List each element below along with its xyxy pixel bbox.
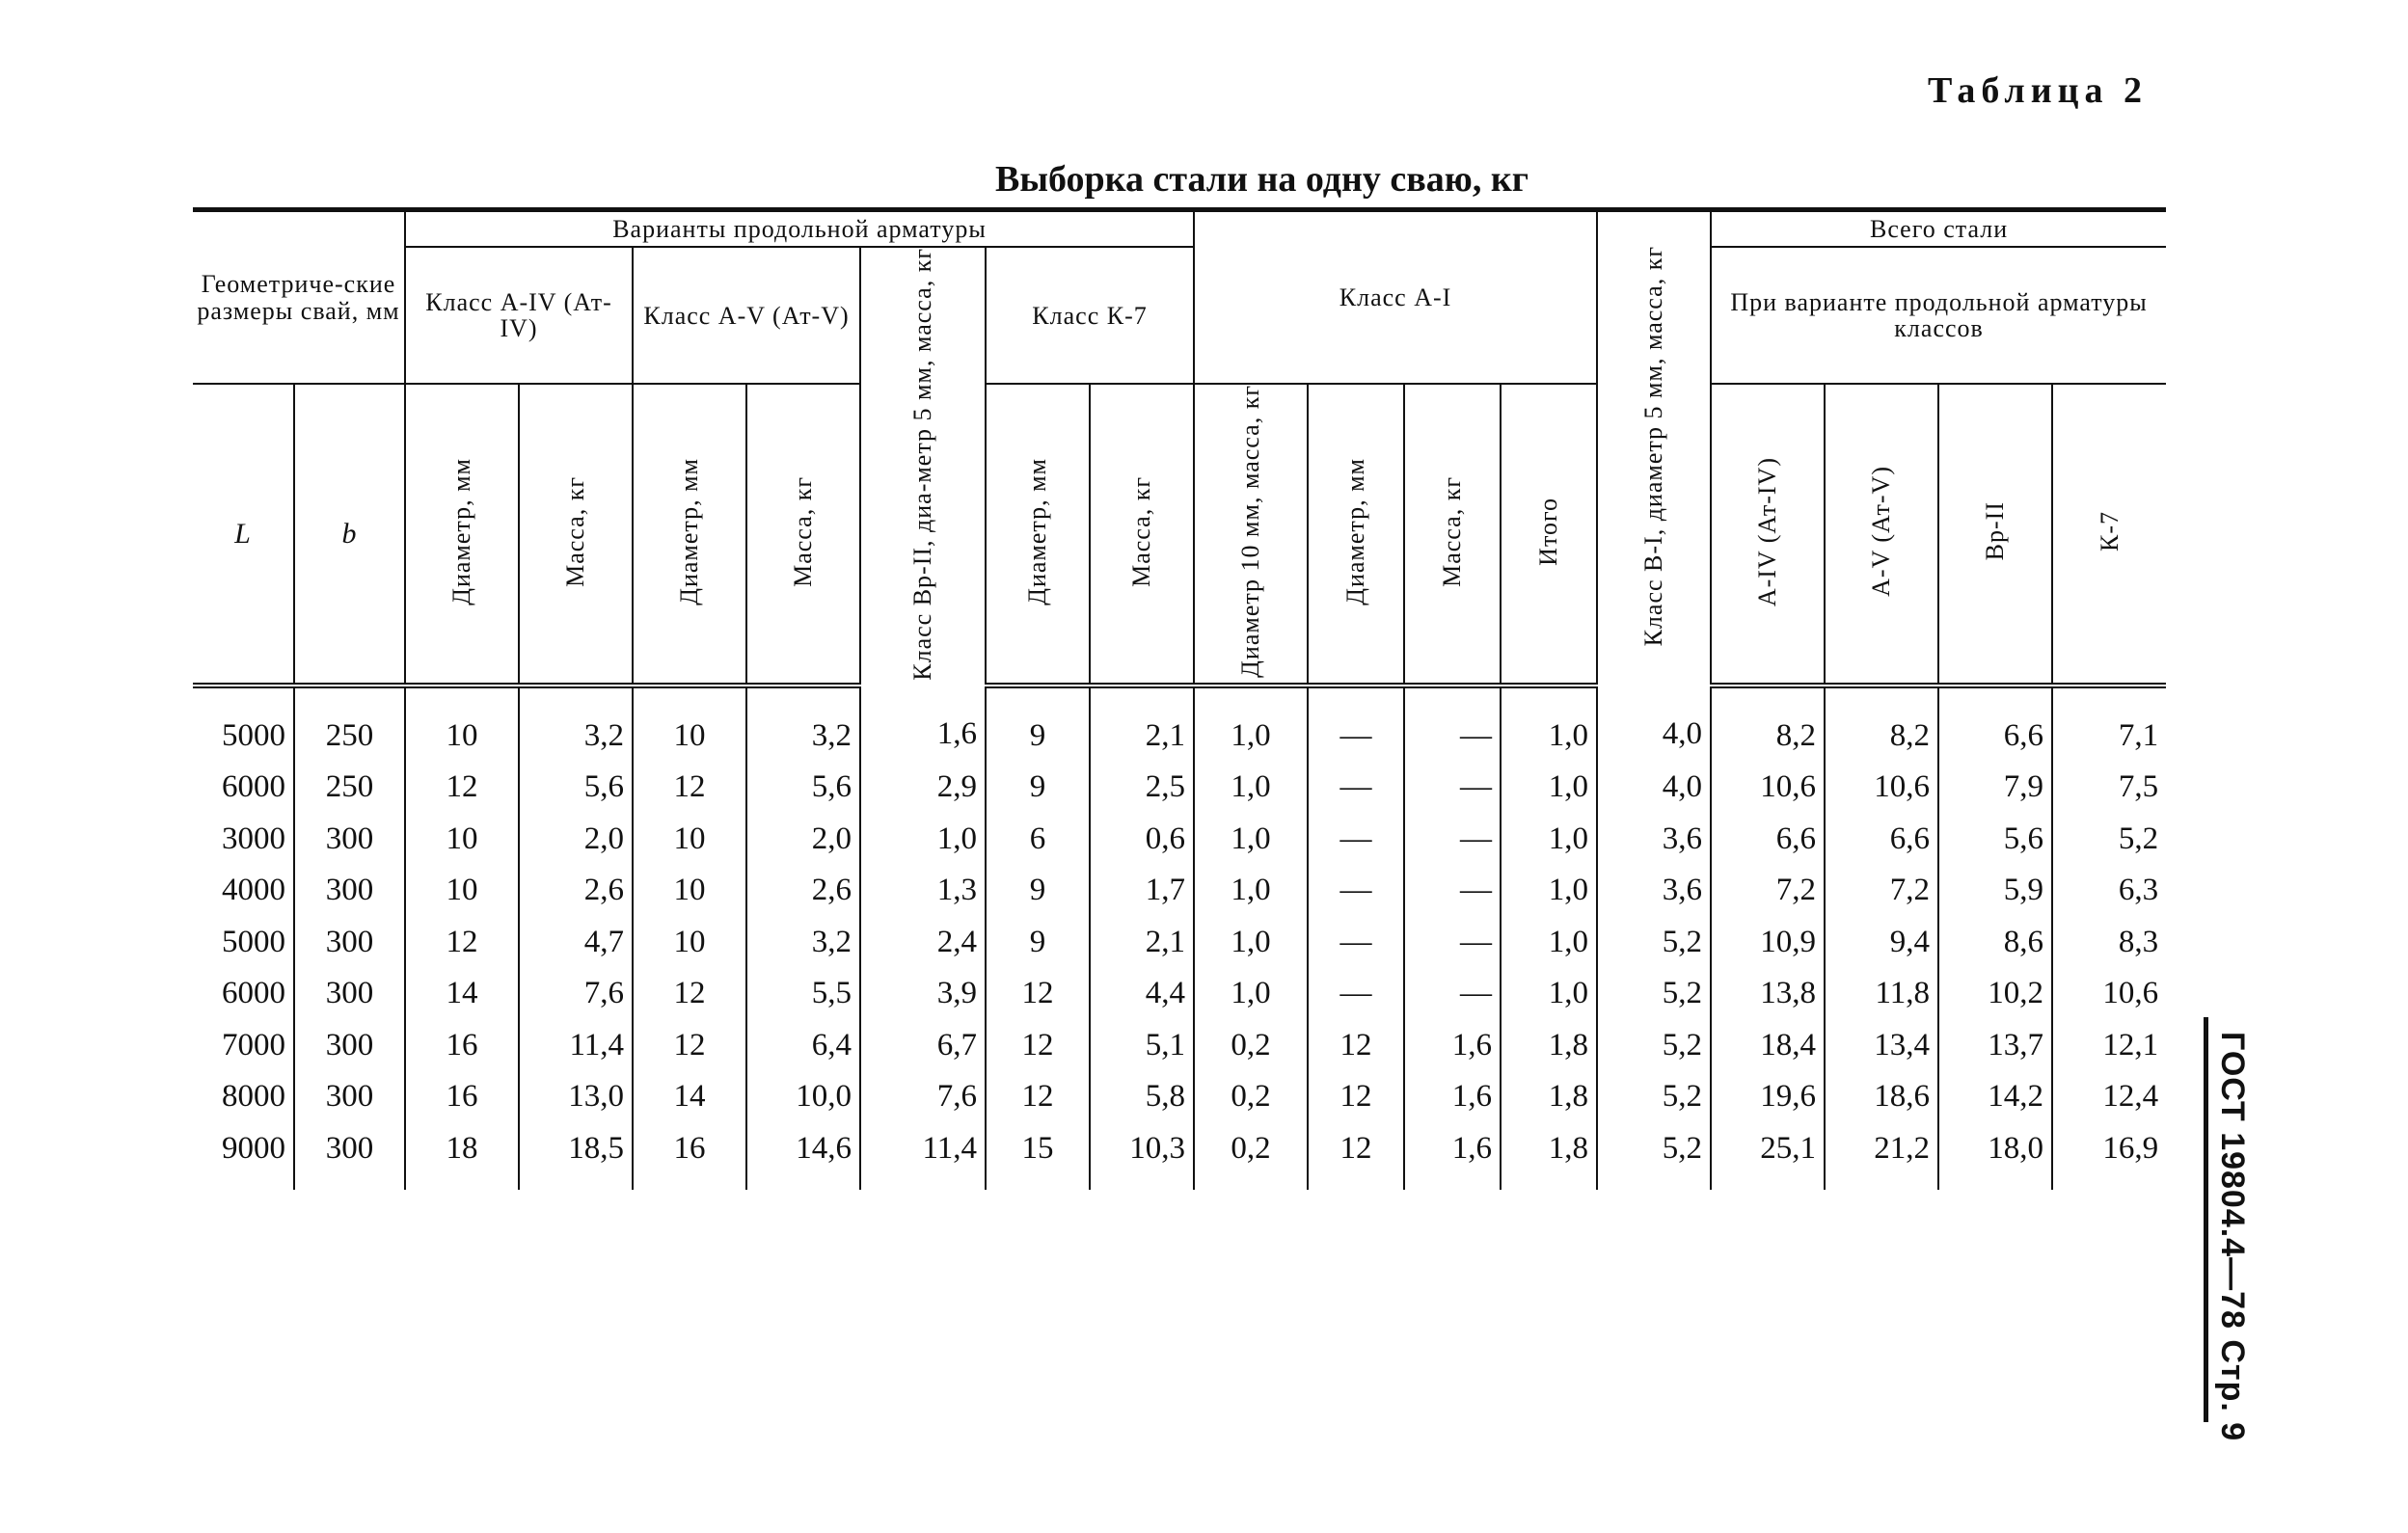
cell-a1-d10-mass: 0,2 — [1194, 1019, 1308, 1071]
cell-a5-mass: 2,6 — [746, 865, 860, 917]
cell-L: 5000 — [222, 717, 285, 753]
cell-a4-mass: 7,6 — [519, 968, 633, 1020]
cell-total-a5: 10,6 — [1825, 762, 1938, 814]
cell-a5-mass: 3,2 — [746, 916, 860, 968]
cell-a1-diameter: — — [1308, 686, 1404, 762]
cell-total-bp2: 13,7 — [1938, 1019, 2052, 1071]
cell-a1-total: 1,0 — [1501, 686, 1597, 762]
cell-a5-mass: 5,6 — [746, 762, 860, 814]
cell-total-bp2: 7,9 — [1938, 762, 2052, 814]
cell-L: 5000 — [222, 924, 285, 959]
cell-k7-diameter: 6 — [986, 813, 1090, 865]
cell-a4-mass: 4,7 — [519, 916, 633, 968]
cell-b1-mass: 5,2 — [1597, 916, 1711, 968]
cell-bp2-mass: 1,6 — [860, 686, 986, 762]
cell-L: 4000 — [222, 873, 285, 908]
cell-total-a4: 6,6 — [1711, 813, 1825, 865]
cell-a1-diameter: — — [1308, 813, 1404, 865]
cell-a5-mass: 5,5 — [746, 968, 860, 1020]
variants-header: Варианты продольной арматуры — [405, 210, 1194, 248]
cell-bp2-mass: 3,9 — [860, 968, 986, 1020]
cell-a4-mass: 11,4 — [519, 1019, 633, 1071]
cell-total-a5: 18,6 — [1825, 1071, 1938, 1123]
cell-a1-d10-mass: 1,0 — [1194, 762, 1308, 814]
cell-a4-diameter: 16 — [405, 1071, 519, 1123]
cell-total-bp2: 8,6 — [1938, 916, 2052, 968]
cell-a1-total: 1,0 — [1501, 865, 1597, 917]
cell-b1-mass: 5,2 — [1597, 1122, 1711, 1190]
cell-k7-diameter: 9 — [986, 762, 1090, 814]
col-total-a5: А-V (Ат-V) — [1825, 384, 1938, 686]
cell-total-a5: 21,2 — [1825, 1122, 1938, 1190]
cell-a5-diameter: 10 — [633, 916, 746, 968]
cell-a1-total: 1,0 — [1501, 916, 1597, 968]
cell-b1-mass: 5,2 — [1597, 968, 1711, 1020]
cell-a5-diameter: 10 — [633, 865, 746, 917]
cell-b: 300 — [294, 968, 405, 1020]
cell-k7-mass: 10,3 — [1090, 1122, 1194, 1190]
cell-b: 250 — [294, 762, 405, 814]
cell-a4-mass: 3,2 — [519, 686, 633, 762]
cell-a1-d10-mass: 0,2 — [1194, 1122, 1308, 1190]
cell-a5-diameter: 10 — [633, 813, 746, 865]
col-a1-diameter: Диаметр, мм — [1308, 384, 1404, 686]
cell-a4-diameter: 16 — [405, 1019, 519, 1071]
cell-k7-diameter: 12 — [986, 1071, 1090, 1123]
cell-total-k7: 7,1 — [2052, 686, 2166, 762]
class-b1-header: Класс В-I, диаметр 5 мм, масса, кг — [1597, 210, 1711, 686]
col-b: b — [294, 384, 405, 686]
cell-b: 300 — [294, 1071, 405, 1123]
cell-total-bp2: 5,6 — [1938, 813, 2052, 865]
cell-b1-mass: 3,6 — [1597, 865, 1711, 917]
col-a5-mass: Масса, кг — [746, 384, 860, 686]
cell-a5-diameter: 12 — [633, 968, 746, 1020]
steel-table — [193, 207, 2166, 1190]
cell-a1-mass: 1,6 — [1404, 1019, 1501, 1071]
cell-bp2-mass: 6,7 — [860, 1019, 986, 1071]
cell-total-bp2: 6,6 — [1938, 686, 2052, 762]
cell-total-a4: 25,1 — [1711, 1122, 1825, 1190]
cell-total-a4: 10,9 — [1711, 916, 1825, 968]
cell-b: 300 — [294, 916, 405, 968]
cell-L: 8000 — [222, 1079, 285, 1115]
cell-total-k7: 16,9 — [2052, 1122, 2166, 1190]
cell-L: 3000 — [222, 820, 285, 856]
cell-k7-mass: 2,1 — [1090, 916, 1194, 968]
cell-a1-d10-mass: 1,0 — [1194, 686, 1308, 762]
cell-L: 6000 — [222, 976, 285, 1011]
cell-k7-diameter: 12 — [986, 968, 1090, 1020]
cell-k7-diameter: 9 — [986, 916, 1090, 968]
cell-a1-diameter: — — [1308, 865, 1404, 917]
header-row-2 — [193, 247, 2166, 384]
gost-page-stamp: ГОСТ 19804.4—78 Стр. 9 — [2214, 1032, 2251, 1442]
cell-L: 7000 — [222, 1027, 285, 1062]
cell-b: 250 — [294, 686, 405, 762]
cell-a5-mass: 14,6 — [746, 1122, 860, 1190]
cell-a4-mass: 2,0 — [519, 813, 633, 865]
cell-bp2-mass: 2,9 — [860, 762, 986, 814]
k7-header: Класс К-7 — [986, 247, 1194, 384]
table-row — [193, 916, 2166, 968]
cell-total-a4: 10,6 — [1711, 762, 1825, 814]
table-row — [193, 1019, 2166, 1071]
cell-a1-d10-mass: 1,0 — [1194, 916, 1308, 968]
table-row — [193, 1122, 2166, 1190]
col-total-bp2: Вр-II — [1938, 384, 2052, 686]
table-number: Таблица 2 — [1927, 70, 2148, 111]
cell-b: 300 — [294, 813, 405, 865]
cell-a5-mass: 6,4 — [746, 1019, 860, 1071]
cell-total-k7: 10,6 — [2052, 968, 2166, 1020]
col-k7-diameter: Диаметр, мм — [986, 384, 1090, 686]
cell-total-k7: 12,1 — [2052, 1019, 2166, 1071]
cell-a5-diameter: 10 — [633, 686, 746, 762]
header-row-3 — [193, 384, 2166, 686]
table-caption: Выборка стали на одну сваю, кг — [994, 159, 1529, 200]
cell-total-a5: 13,4 — [1825, 1019, 1938, 1071]
cell-a4-diameter: 12 — [405, 916, 519, 968]
cell-a1-total: 1,8 — [1501, 1122, 1597, 1190]
cell-k7-diameter: 12 — [986, 1019, 1090, 1071]
cell-k7-mass: 0,6 — [1090, 813, 1194, 865]
cell-b1-mass: 5,2 — [1597, 1071, 1711, 1123]
col-total-a4: А-IV (Ат-IV) — [1711, 384, 1825, 686]
cell-total-bp2: 10,2 — [1938, 968, 2052, 1020]
cell-total-bp2: 18,0 — [1938, 1122, 2052, 1190]
col-a5-diameter: Диаметр, мм — [633, 384, 746, 686]
table-row — [193, 813, 2166, 865]
cell-b: 300 — [294, 1019, 405, 1071]
a5-header: Класс А-V (Ат-V) — [633, 247, 860, 384]
cell-bp2-mass: 2,4 — [860, 916, 986, 968]
cell-k7-mass: 2,5 — [1090, 762, 1194, 814]
cell-a1-total: 1,0 — [1501, 762, 1597, 814]
table-row — [193, 865, 2166, 917]
bp2-header: Класс Вр-II, диа-метр 5 мм, масса, кг — [860, 247, 986, 686]
cell-bp2-mass: 1,0 — [860, 813, 986, 865]
a4-header: Класс А-IV (Ат-IV) — [405, 247, 633, 384]
cell-bp2-mass: 7,6 — [860, 1071, 986, 1123]
cell-total-a5: 7,2 — [1825, 865, 1938, 917]
cell-a1-diameter: — — [1308, 762, 1404, 814]
class-a1-header: Класс А-I — [1194, 210, 1597, 385]
cell-total-a5: 8,2 — [1825, 686, 1938, 762]
cell-a4-diameter: 10 — [405, 813, 519, 865]
col-a1-d10-mass: Диаметр 10 мм, масса, кг — [1194, 384, 1308, 686]
cell-a4-diameter: 12 — [405, 762, 519, 814]
cell-b1-mass: 4,0 — [1597, 762, 1711, 814]
cell-b: 300 — [294, 865, 405, 917]
cell-a4-diameter: 10 — [405, 865, 519, 917]
cell-a1-mass: — — [1404, 968, 1501, 1020]
total-header: Всего стали — [1711, 210, 2166, 248]
cell-b: 300 — [294, 1122, 405, 1190]
cell-total-a5: 6,6 — [1825, 813, 1938, 865]
col-L: L — [193, 384, 294, 686]
cell-a5-mass: 3,2 — [746, 686, 860, 762]
cell-total-k7: 5,2 — [2052, 813, 2166, 865]
cell-a5-diameter: 16 — [633, 1122, 746, 1190]
table-body — [193, 686, 2166, 1190]
cell-a1-diameter: 12 — [1308, 1071, 1404, 1123]
col-a4-mass: Масса, кг — [519, 384, 633, 686]
cell-k7-diameter: 9 — [986, 865, 1090, 917]
cell-a5-diameter: 12 — [633, 1019, 746, 1071]
cell-k7-mass: 5,1 — [1090, 1019, 1194, 1071]
cell-k7-mass: 5,8 — [1090, 1071, 1194, 1123]
cell-total-bp2: 14,2 — [1938, 1071, 2052, 1123]
cell-a4-mass: 18,5 — [519, 1122, 633, 1190]
cell-a1-d10-mass: 1,0 — [1194, 865, 1308, 917]
cell-bp2-mass: 1,3 — [860, 865, 986, 917]
cell-total-a5: 9,4 — [1825, 916, 1938, 968]
cell-a1-mass: 1,6 — [1404, 1122, 1501, 1190]
cell-a4-mass: 13,0 — [519, 1071, 633, 1123]
cell-k7-mass: 4,4 — [1090, 968, 1194, 1020]
geom-header: Геометриче-ские размеры свай, мм — [193, 210, 405, 385]
cell-a1-diameter: — — [1308, 968, 1404, 1020]
cell-a1-mass: — — [1404, 762, 1501, 814]
col-a4-diameter: Диаметр, мм — [405, 384, 519, 686]
cell-total-k7: 12,4 — [2052, 1071, 2166, 1123]
col-a1-mass: Масса, кг — [1404, 384, 1501, 686]
cell-total-a4: 18,4 — [1711, 1019, 1825, 1071]
header-row-1 — [193, 210, 2166, 248]
cell-b1-mass: 4,0 — [1597, 686, 1711, 762]
col-total-k7: К-7 — [2052, 384, 2166, 686]
cell-k7-mass: 2,1 — [1090, 686, 1194, 762]
cell-a1-mass: — — [1404, 686, 1501, 762]
cell-a1-total: 1,8 — [1501, 1019, 1597, 1071]
cell-total-k7: 7,5 — [2052, 762, 2166, 814]
cell-a5-diameter: 12 — [633, 762, 746, 814]
cell-a1-total: 1,0 — [1501, 813, 1597, 865]
cell-a1-mass: — — [1404, 865, 1501, 917]
cell-total-k7: 6,3 — [2052, 865, 2166, 917]
cell-a4-diameter: 18 — [405, 1122, 519, 1190]
col-k7-mass: Масса, кг — [1090, 384, 1194, 686]
cell-total-bp2: 5,9 — [1938, 865, 2052, 917]
table-row — [193, 686, 2166, 762]
cell-a1-diameter: — — [1308, 916, 1404, 968]
cell-a5-mass: 10,0 — [746, 1071, 860, 1123]
cell-a1-d10-mass: 1,0 — [1194, 813, 1308, 865]
cell-b1-mass: 5,2 — [1597, 1019, 1711, 1071]
table-row — [193, 762, 2166, 814]
by-variant-header: При варианте продольной арматуры классов — [1711, 247, 2166, 384]
cell-total-a4: 8,2 — [1711, 686, 1825, 762]
cell-a1-mass: — — [1404, 916, 1501, 968]
cell-total-a4: 19,6 — [1711, 1071, 1825, 1123]
cell-b1-mass: 3,6 — [1597, 813, 1711, 865]
cell-total-a4: 7,2 — [1711, 865, 1825, 917]
cell-a5-diameter: 14 — [633, 1071, 746, 1123]
table-row — [193, 968, 2166, 1020]
cell-a1-total: 1,0 — [1501, 968, 1597, 1020]
cell-a1-mass: — — [1404, 813, 1501, 865]
cell-a1-mass: 1,6 — [1404, 1071, 1501, 1123]
cell-a4-diameter: 14 — [405, 968, 519, 1020]
cell-a5-mass: 2,0 — [746, 813, 860, 865]
cell-L: 9000 — [222, 1130, 285, 1166]
cell-a1-d10-mass: 0,2 — [1194, 1071, 1308, 1123]
table-row — [193, 1071, 2166, 1123]
cell-a1-diameter: 12 — [1308, 1122, 1404, 1190]
cell-L: 6000 — [222, 769, 285, 805]
cell-total-a4: 13,8 — [1711, 968, 1825, 1020]
cell-total-k7: 8,3 — [2052, 916, 2166, 968]
cell-a1-d10-mass: 1,0 — [1194, 968, 1308, 1020]
cell-a4-mass: 5,6 — [519, 762, 633, 814]
cell-a4-mass: 2,6 — [519, 865, 633, 917]
cell-k7-mass: 1,7 — [1090, 865, 1194, 917]
cell-a1-diameter: 12 — [1308, 1019, 1404, 1071]
cell-a4-diameter: 10 — [405, 686, 519, 762]
cell-bp2-mass: 11,4 — [860, 1122, 986, 1190]
cell-total-a5: 11,8 — [1825, 968, 1938, 1020]
col-a1-total: Итого — [1501, 384, 1597, 686]
cell-k7-diameter: 9 — [986, 686, 1090, 762]
cell-a1-total: 1,8 — [1501, 1071, 1597, 1123]
cell-k7-diameter: 15 — [986, 1122, 1090, 1190]
